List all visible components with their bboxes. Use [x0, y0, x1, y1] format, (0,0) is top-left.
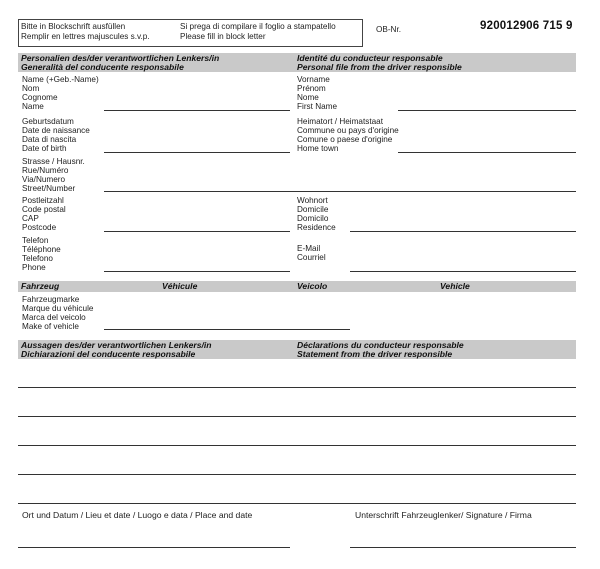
- hometown-field[interactable]: [398, 152, 576, 153]
- statement-title-en: Statement from the driver responsible: [297, 349, 453, 359]
- place-date-label: Ort und Datum / Lieu et date / Luogo e data / Place and date: [22, 510, 253, 520]
- vehicle-title-fr: Véhicule: [162, 281, 198, 291]
- signature-field[interactable]: [350, 547, 576, 548]
- statement-title-de: Aussagen des/der verantwortlichen Lenkers/in: [21, 340, 212, 350]
- name-label-it: Cognome: [22, 93, 58, 102]
- section-personal-title-en: Personal file from the driver responsible: [297, 62, 462, 72]
- phone-field[interactable]: [104, 271, 290, 272]
- name-label-fr: Nom: [22, 84, 40, 93]
- street-label-en: Street/Number: [22, 184, 76, 193]
- postcode-label-de: Postleitzahl: [22, 196, 64, 205]
- phone-label-de: Telefon: [22, 236, 49, 245]
- firstname-label-en: First Name: [297, 102, 338, 111]
- ob-number: 920012906 715 9: [480, 20, 573, 32]
- phone-label-en: Phone: [22, 263, 46, 272]
- firstname-field[interactable]: [398, 110, 576, 111]
- birth-field[interactable]: [104, 152, 290, 153]
- residence-label-it: Domicilo: [297, 214, 329, 223]
- phone-label-fr: Téléphone: [22, 245, 61, 254]
- street-label-fr: Rue/Numéro: [22, 166, 69, 175]
- instruction-en: Please fill in block letter: [180, 32, 266, 41]
- postcode-label-en: Postcode: [22, 223, 57, 232]
- instruction-it: Si prega di compilare il foglio a stampatello: [180, 22, 336, 31]
- statement-line-1[interactable]: [18, 387, 576, 388]
- statement-title-it: Dichiarazioni del conducente responsabile: [21, 349, 196, 359]
- section-personal-title-de: Personalien des/der verantwortlichen Lenkers/in: [21, 53, 220, 63]
- residence-label-de: Wohnort: [297, 196, 328, 205]
- email-label-en: E-Mail: [297, 244, 321, 253]
- make-field[interactable]: [104, 329, 350, 330]
- vehicle-title-de: Fahrzeug: [21, 281, 60, 291]
- street-label-de: Strasse / Hausnr.: [22, 157, 85, 166]
- instruction-de: Bitte in Blockschrift ausfüllen: [21, 22, 126, 31]
- signature-label: Unterschrift Fahrzeuglenker/ Signature / Firma: [355, 510, 532, 520]
- firstname-label-de: Vorname: [297, 75, 330, 84]
- birth-label-de: Geburtsdatum: [22, 117, 74, 126]
- statement-title-fr: Déclarations du conducteur responsable: [297, 340, 464, 350]
- postcode-label-it: CAP: [22, 214, 39, 223]
- name-label-en: Name: [22, 102, 44, 111]
- make-label-en: Make of vehicle: [22, 322, 79, 331]
- vehicle-title-en: Vehicle: [440, 281, 470, 291]
- birth-label-en: Date of birth: [22, 144, 67, 153]
- residence-label-en: Residence: [297, 223, 336, 232]
- ob-label: OB-Nr.: [376, 25, 402, 34]
- name-field[interactable]: [104, 110, 290, 111]
- instruction-fr: Remplir en lettres majuscules s.v.p.: [21, 32, 150, 41]
- statement-line-3[interactable]: [18, 445, 576, 446]
- postcode-field[interactable]: [104, 231, 290, 232]
- statement-line-4[interactable]: [18, 474, 576, 475]
- statement-line-2[interactable]: [18, 416, 576, 417]
- hometown-label-en: Home town: [297, 144, 339, 153]
- make-label-it: Marca del veicolo: [22, 313, 86, 322]
- make-label-fr: Marque du véhicule: [22, 304, 94, 313]
- birth-label-fr: Date de naissance: [22, 126, 90, 135]
- email-label-fr: Courriel: [297, 253, 326, 262]
- vehicle-title-it: Veicolo: [297, 281, 328, 291]
- statement-line-5[interactable]: [18, 503, 576, 504]
- postcode-label-fr: Code postal: [22, 205, 66, 214]
- residence-field[interactable]: [350, 231, 576, 232]
- make-label-de: Fahrzeugmarke: [22, 295, 80, 304]
- hometown-label-it: Comune o paese d'origine: [297, 135, 393, 144]
- phone-label-it: Telefono: [22, 254, 53, 263]
- firstname-label-it: Nome: [297, 93, 319, 102]
- birth-label-it: Data di nascita: [22, 135, 77, 144]
- residence-label-fr: Domicile: [297, 205, 329, 214]
- email-field[interactable]: [350, 271, 576, 272]
- hometown-label-de: Heimatort / Heimatstaat: [297, 117, 383, 126]
- section-personal-title-fr: Identité du conducteur responsable: [297, 53, 443, 63]
- street-field[interactable]: [104, 191, 576, 192]
- hometown-label-fr: Commune ou pays d'origine: [297, 126, 399, 135]
- firstname-label-fr: Prénom: [297, 84, 326, 93]
- street-label-it: Via/Numero: [22, 175, 66, 184]
- name-label-de: Name (+Geb.-Name): [22, 75, 99, 84]
- place-date-field[interactable]: [18, 547, 290, 548]
- section-personal-title-it: Generalità del conducente responsabile: [21, 62, 184, 72]
